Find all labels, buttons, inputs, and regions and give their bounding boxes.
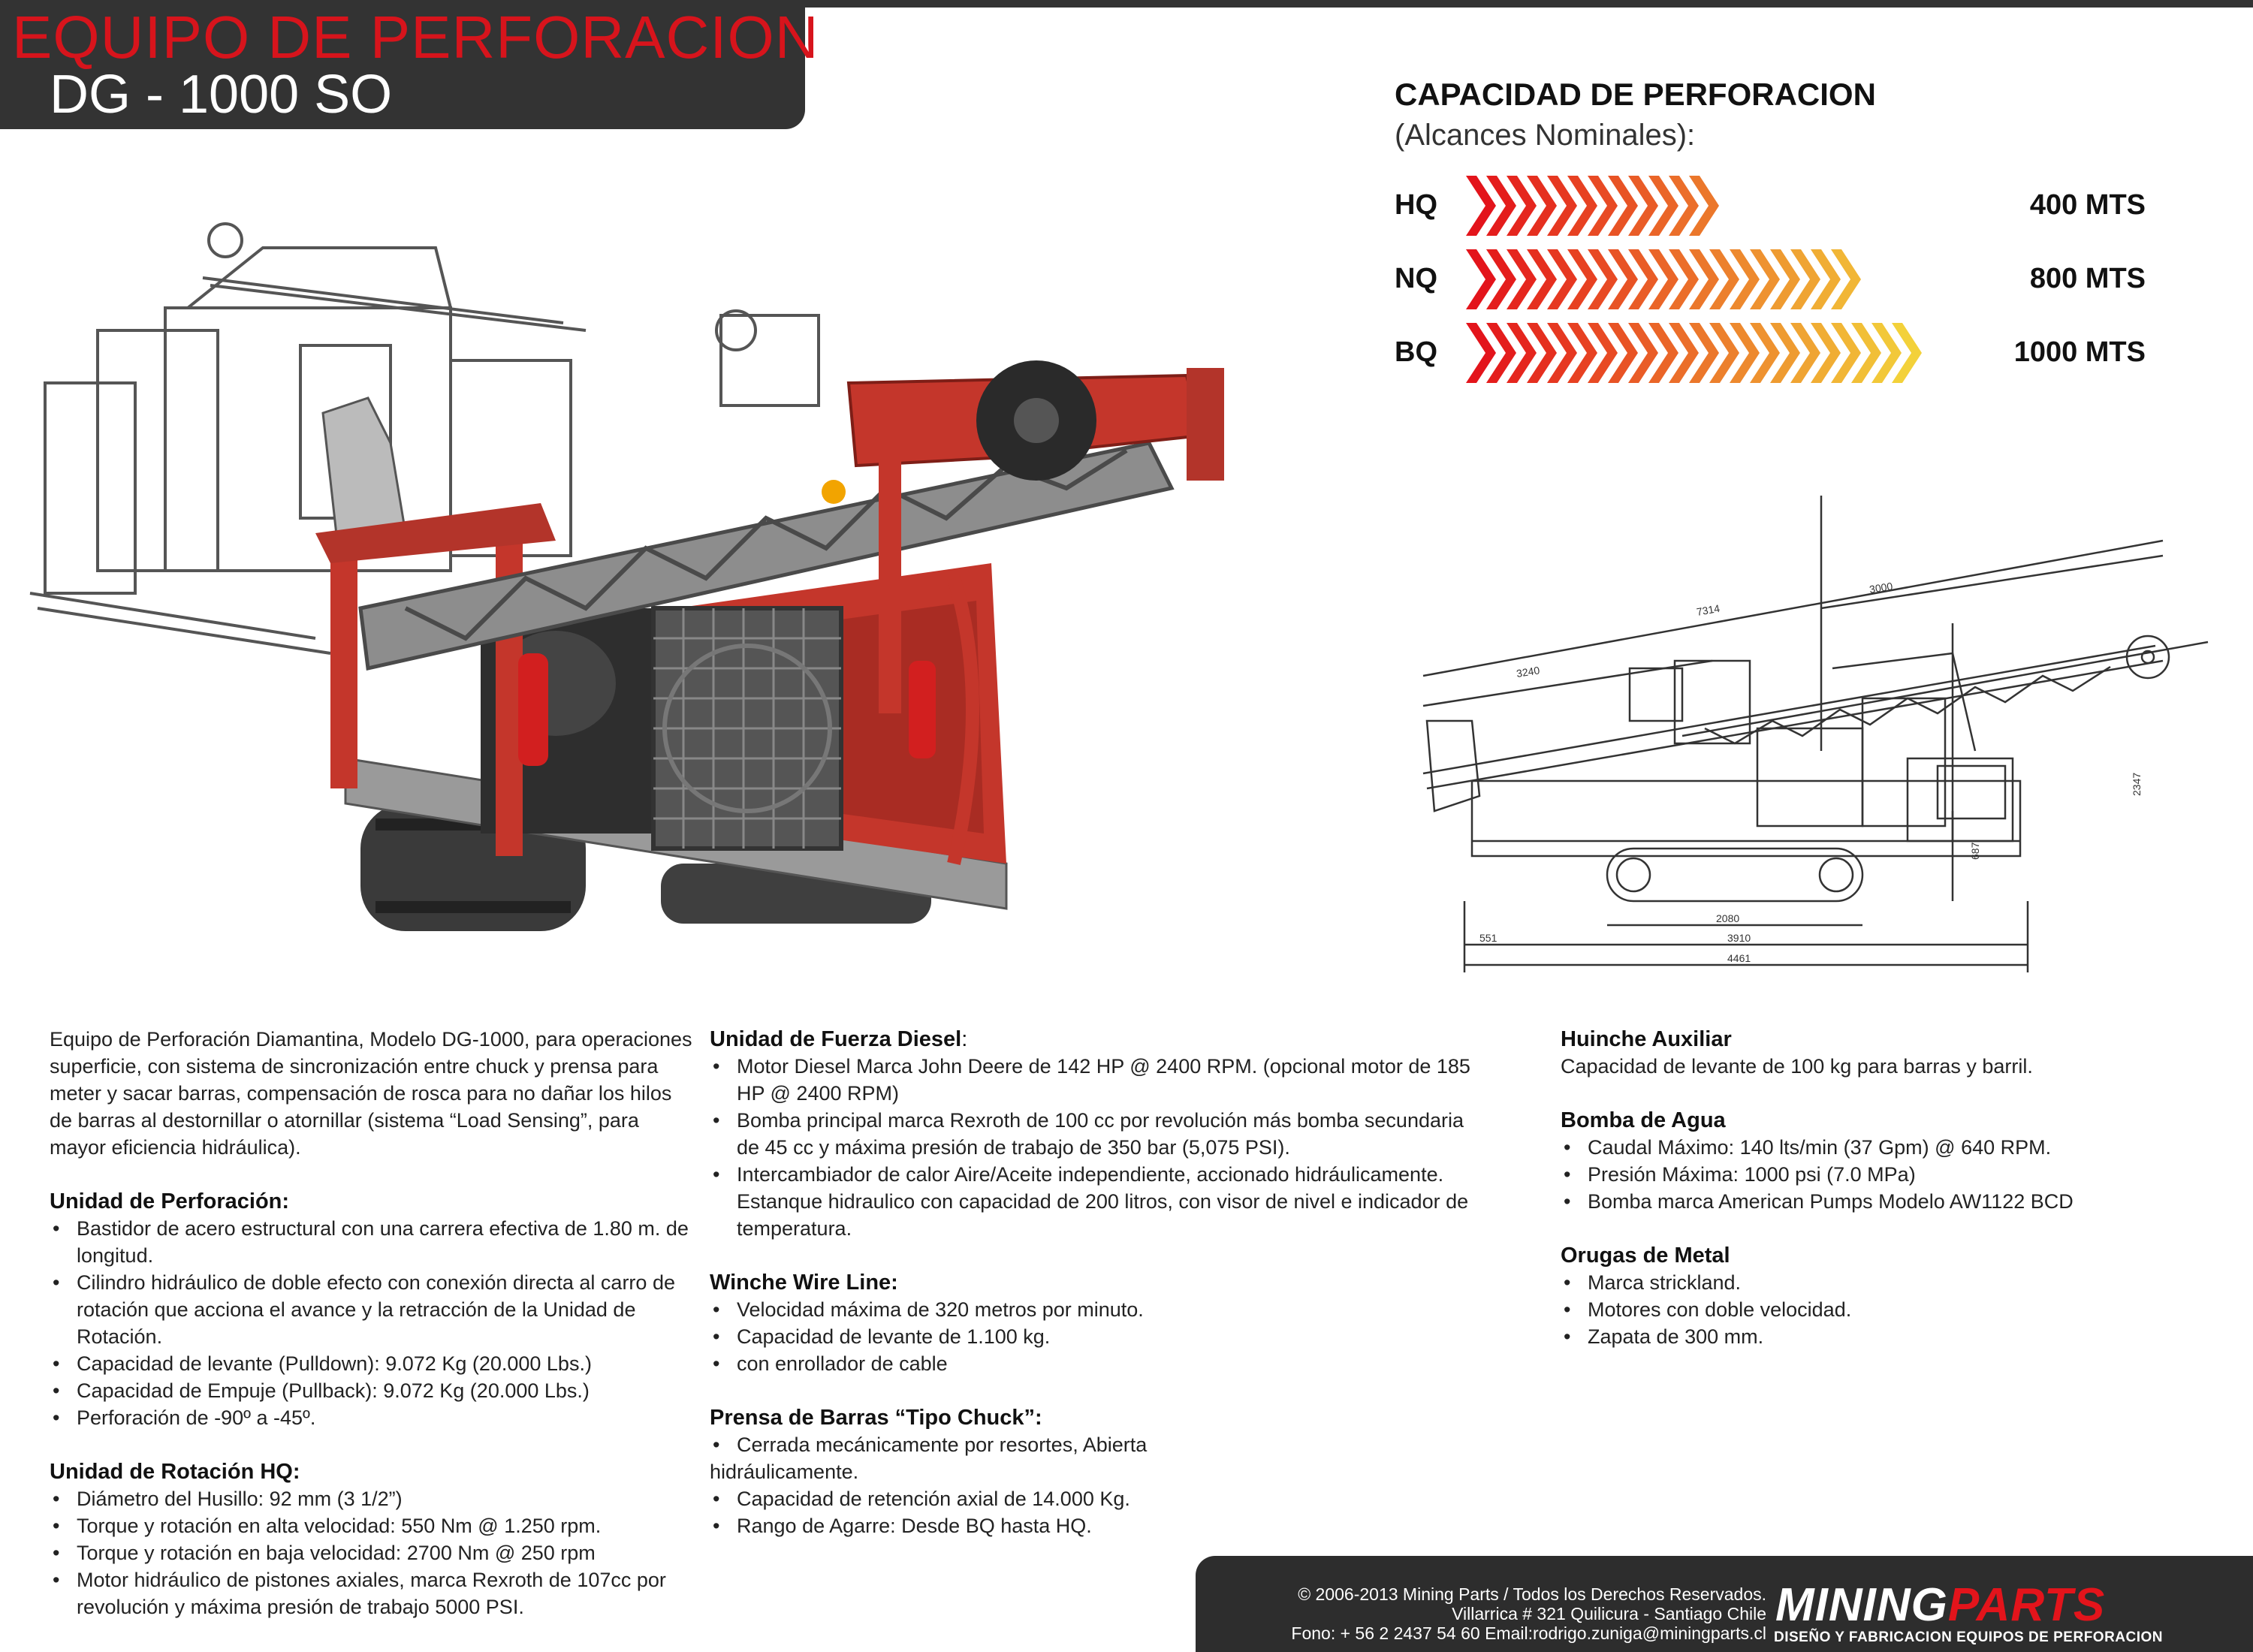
- list-item: • Rango de Agarre: Desde BQ hasta HQ.: [710, 1512, 1491, 1539]
- section-title-huinche: Huinche Auxiliar: [1561, 1027, 1732, 1051]
- list-item: • Intercambiador de calor Aire/Aceite independiente, accionado hidráulicamente. Estanque hidraulico con capacidad de 200 litros, con visor de nivel e indicador de temperatura.: [710, 1161, 1491, 1242]
- list-item: • Velocidad máxima de 320 metros por minuto.: [710, 1296, 1491, 1323]
- list-winche: [710, 1296, 1491, 1377]
- dim-clearance: 687: [1969, 842, 1981, 860]
- capacity-title: CAPACIDAD DE PERFORACION: [1395, 77, 1876, 112]
- list-item: • Presión Máxima: 1000 psi (7.0 MPa): [1561, 1161, 2199, 1188]
- list-item: • Capacidad de Empuje (Pullback): 9.072 Kg (20.000 Lbs.): [50, 1377, 695, 1404]
- chevron-mark: [1466, 323, 1496, 383]
- list-item: • Motores con doble velocidad.: [1561, 1296, 2199, 1323]
- capacity-code: BQ: [1395, 336, 1437, 368]
- list-item: • Marca strickland.: [1561, 1269, 2199, 1296]
- capacity-code: NQ: [1395, 263, 1437, 294]
- dim-overall: 7314: [1695, 601, 1721, 618]
- section-title-perforacion: Unidad de Perforación:: [50, 1189, 290, 1213]
- capacity-subtitle: (Alcances Nominales):: [1395, 119, 1696, 152]
- technical-drawing: [1382, 481, 2223, 976]
- dim-total: 4461: [1727, 952, 1751, 964]
- list-item: • Caudal Máximo: 140 lts/min (37 Gpm) @ 640 RPM.: [1561, 1134, 2199, 1161]
- list-bomba: [1561, 1134, 2199, 1215]
- list-item: • Capacidad de retención axial de 14.000 Kg.: [710, 1485, 1491, 1512]
- list-item: • Torque y rotación en baja velocidad: 2700 Nm @ 250 rpm: [50, 1539, 695, 1566]
- intro-paragraph: Equipo de Perforación Diamantina, Modelo DG-1000, para operaciones superficie, con sistema de sincronización entre chuck y prensa para meter y sacar barras, compensación de rosca para no dañar los hilos de barras al destornillar o atornillar (sistema “Load Sensing”, para mayor eficiencia hidráulica).: [50, 1028, 692, 1159]
- list-item: • Cilindro hidráulico de doble efecto con conexión directa al carro de rotación que acciona el avance y la retracción de la Unidad de Rotación.: [50, 1269, 695, 1350]
- chevron-mark: [1466, 176, 1496, 236]
- capacity-value: 1000 MTS: [2013, 336, 2146, 368]
- column-2: [710, 1026, 1491, 1539]
- list-orugas: [1561, 1269, 2199, 1350]
- list-item: • Motor hidráulico de pistones axiales, marca Rexroth de 107cc por revolución y máxima presión de trabajo 5000 PSI.: [50, 1566, 695, 1620]
- column-1: [50, 1026, 695, 1620]
- dim-base: 3910: [1727, 932, 1751, 944]
- capacity-code: HQ: [1395, 189, 1437, 221]
- list-item: • Cerrada mecánicamente por resortes, Abierta: [710, 1431, 1491, 1458]
- list-item: • Capacidad de levante de 1.100 kg.: [710, 1323, 1491, 1350]
- list-item: • Zapata de 300 mm.: [1561, 1323, 2199, 1350]
- list-item: • Motor Diesel Marca John Deere de 142 HP @ 2400 RPM. (opcional motor de 185 HP @ 2400 RPM): [710, 1053, 1491, 1107]
- footer-tagline: DISEÑO Y FABRICACION EQUIPOS DE PERFORACION: [1774, 1629, 2164, 1645]
- section-title-orugas: Orugas de Metal: [1561, 1244, 1730, 1268]
- list-item: • Capacidad de levante (Pulldown): 9.072 Kg (20.000 Lbs.): [50, 1350, 695, 1377]
- list-rotacion: [50, 1485, 695, 1620]
- footer: [1196, 1556, 2253, 1652]
- chevron-mark: [1466, 249, 1496, 309]
- diesel-title-colon: :: [961, 1027, 968, 1051]
- section-title-winche: Winche Wire Line:: [710, 1271, 898, 1295]
- capacity-chevron-bar: [1466, 249, 2082, 309]
- section-title-prensa: Prensa de Barras “Tipo Chuck”:: [710, 1406, 1042, 1430]
- title-line-1: EQUIPO DE PERFORACION: [12, 4, 819, 71]
- title-line-2: DG - 1000 SO: [50, 65, 393, 125]
- dim-track: 2080: [1716, 912, 1740, 924]
- capacity-value: 400 MTS: [2029, 189, 2146, 221]
- capacity-row-hq: [1395, 176, 2146, 236]
- drill-rig-photo: [15, 218, 1262, 969]
- list-item: • con enrollador de cable: [710, 1350, 1491, 1377]
- list-item-continuation: hidráulicamente.: [710, 1461, 859, 1483]
- footer-contact: Fono: + 56 2 2437 54 60 Email:rodrigo.zuniga@miningparts.cl: [1291, 1623, 1766, 1643]
- capacity-chevron-bar: [1466, 176, 2082, 236]
- logo-parts: PARTS: [1947, 1579, 2106, 1631]
- list-prensa: [710, 1431, 1491, 1539]
- section-title-bomba: Bomba de Agua: [1561, 1108, 1726, 1132]
- huinche-text: Capacidad de levante de 100 kg para barras y barril.: [1561, 1055, 2033, 1078]
- list-item: • Bomba principal marca Rexroth de 100 cc por revolución más bomba secundaria de 45 cc y máxima presión de trabajo de 350 bar (5,075 PSI).: [710, 1107, 1491, 1161]
- dim-front: 3240: [1515, 664, 1541, 680]
- title-banner: [0, 0, 819, 129]
- dim-mast: 3000: [1868, 580, 1894, 595]
- capacity-row-nq: [1395, 249, 2146, 309]
- capacity-chevron-bar: [1466, 323, 2082, 383]
- list-item: • Perforación de -90º a -45º.: [50, 1404, 695, 1431]
- footer-copyright: © 2006-2013 Mining Parts / Todos los Derechos Reservados.: [1298, 1584, 1766, 1604]
- column-3: [1561, 1026, 2199, 1350]
- list-item: • Bastidor de acero estructural con una carrera efectiva de 1.80 m. de longitud.: [50, 1215, 695, 1269]
- dim-height: 2347: [2131, 772, 2143, 796]
- diesel-title-text: Unidad de Fuerza Diesel: [710, 1027, 962, 1051]
- footer-address: Villarrica # 321 Quilicura - Santiago Chile: [1452, 1604, 1766, 1623]
- logo-mining: MINING: [1775, 1579, 1948, 1631]
- list-item: • Bomba marca American Pumps Modelo AW1122 BCD: [1561, 1188, 2199, 1215]
- section-title-rotacion: Unidad de Rotación HQ:: [50, 1460, 300, 1484]
- miningparts-logo: [1775, 1578, 2105, 1632]
- list-perforacion: [50, 1215, 695, 1431]
- capacity-row-bq: [1395, 323, 2146, 383]
- capacity-value: 800 MTS: [2029, 263, 2146, 294]
- section-title-diesel: [710, 1026, 1491, 1053]
- dim-rear: 551: [1479, 932, 1497, 944]
- list-item: • Torque y rotación en alta velocidad: 550 Nm @ 1.250 rpm.: [50, 1512, 695, 1539]
- list-diesel: [710, 1053, 1491, 1242]
- list-item: • Diámetro del Husillo: 92 mm (3 1/2”): [50, 1485, 695, 1512]
